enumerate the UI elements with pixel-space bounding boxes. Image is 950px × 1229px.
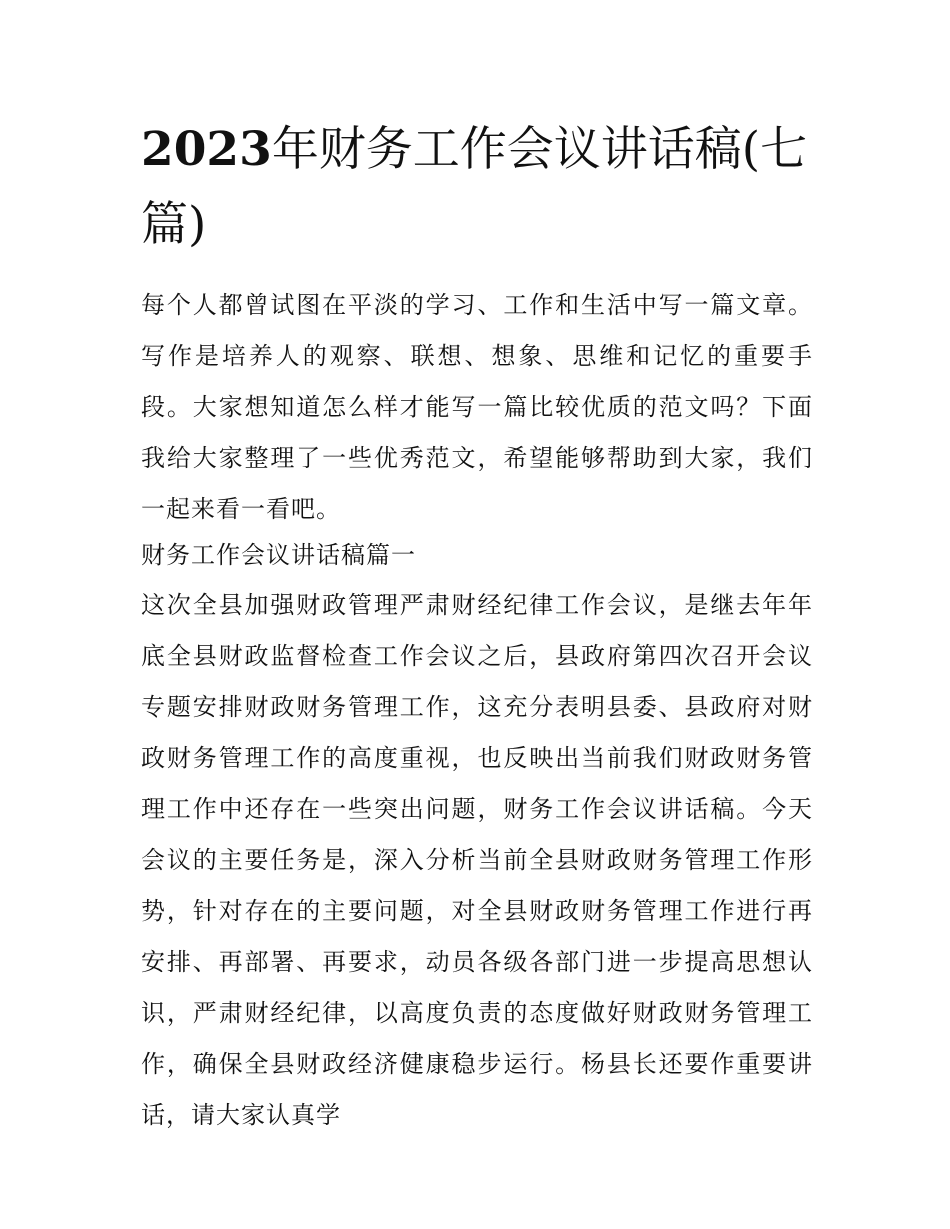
title-year: 2023 <box>141 122 272 177</box>
section-heading: 财务工作会议讲话稿篇一 <box>141 541 416 569</box>
section-paragraph: 这次全县加强财政管理严肃财经纪律工作会议，是继去年年底全县财政监督检查工作会议之后，县政府第四次召开会议专题安排财政财务管理工作，这充分表明县委、县政府对财政财务管理工作的高度重视，也反映出当前我们财政财务管理工作中还存在一些突出问题，财务工作会议讲话稿。今天会议的主要任务是，深入分析当前全县财政财务管理工作形势，针对存在的主要问题，对全县财政财务管理工作进行再安排、再部署、再要求，动员各级各部门进一步提高思想认识，严肃财经纪律，以高度负责的态度做好财政财务管理工作，确保全县财政经济健康稳步运行。杨县长还要作重要讲话，请大家认真学 <box>141 591 813 1129</box>
title-text: 年财务工作会议讲话稿(七篇) <box>141 122 808 252</box>
intro-paragraph: 每个人都曾试图在平淡的学习、工作和生活中写一篇文章。写作是培养人的观察、联想、想象、思维和记忆的重要手段。大家想知道怎么样才能写一篇比较优质的范文吗？下面我给大家整理了一些优秀范文，希望能够帮助到大家，我们一起来看一看吧。 <box>141 291 813 523</box>
document-title <box>141 112 821 262</box>
